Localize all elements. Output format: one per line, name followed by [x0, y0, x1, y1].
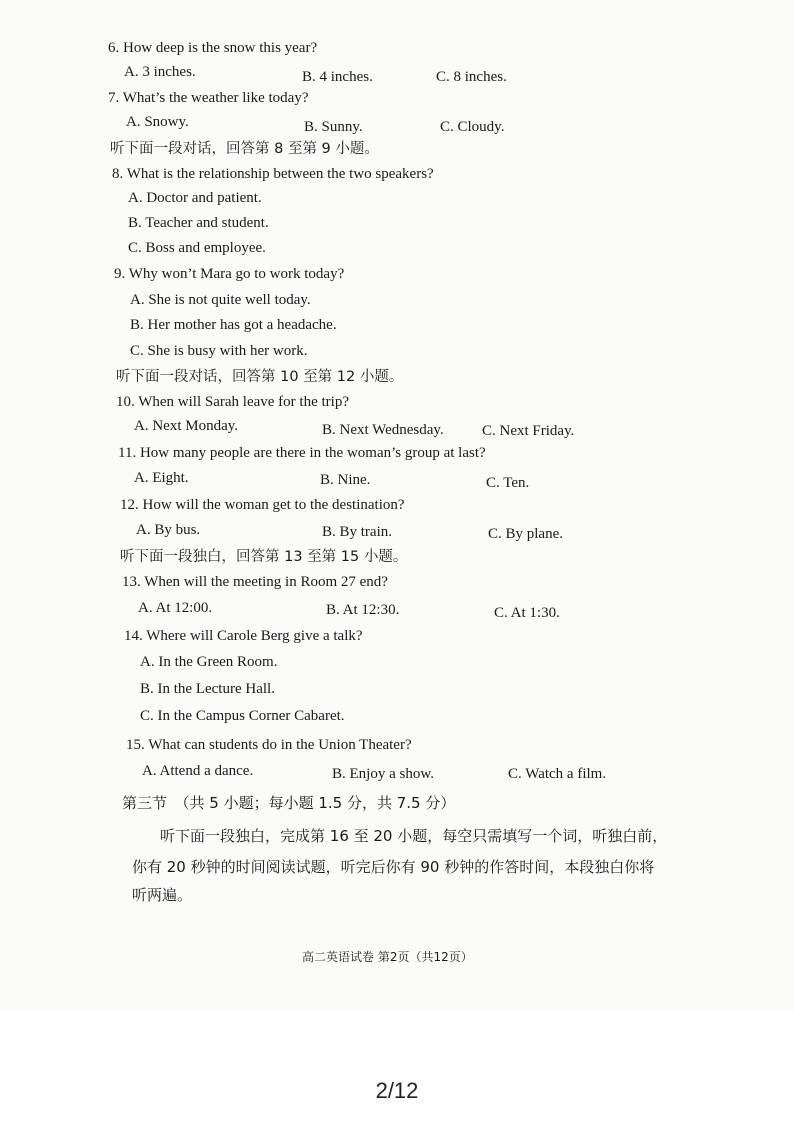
- question-10-option-c: C. Next Friday.: [482, 423, 575, 439]
- question-15-stem: 15. What can students do in the Union Theater?: [126, 737, 412, 753]
- section-3-text-line-3: 听两遍。: [132, 886, 193, 904]
- question-8-stem: 8. What is the relationship between the two speakers?: [112, 166, 434, 182]
- question-7-option-a: A. Snowy.: [126, 114, 189, 130]
- question-15-option-b: B. Enjoy a show.: [332, 766, 434, 782]
- question-12-option-c: C. By plane.: [488, 526, 563, 542]
- question-13-option-a: A. At 12:00.: [138, 600, 213, 616]
- question-14-option-a: A. In the Green Room.: [140, 654, 278, 670]
- page-footer: 高二英语试卷 第2页（共12页）: [302, 950, 473, 964]
- question-12-option-b: B. By train.: [322, 524, 392, 540]
- question-10-stem: 10. When will Sarah leave for the trip?: [116, 394, 349, 410]
- question-14-stem: 14. Where will Carole Berg give a talk?: [124, 628, 363, 644]
- question-9-option-c: C. She is busy with her work.: [130, 343, 308, 359]
- question-11-option-b: B. Nine.: [320, 472, 371, 488]
- question-13-option-b: B. At 12:30.: [326, 602, 400, 618]
- question-11-stem: 11. How many people are there in the woman’s group at last?: [118, 445, 486, 461]
- question-15-option-c: C. Watch a film.: [508, 766, 607, 782]
- question-12-option-a: A. By bus.: [136, 522, 201, 538]
- question-6-stem: 6. How deep is the snow this year?: [108, 40, 318, 56]
- instruction-q13-15: 听下面一段独白，回答第 13 至第 15 小题。: [120, 549, 408, 565]
- question-12-stem: 12. How will the woman get to the destination?: [120, 497, 405, 513]
- page-indicator: 2/12: [375, 1078, 419, 1103]
- instruction-q10-12: 听下面一段对话，回答第 10 至第 12 小题。: [116, 369, 404, 385]
- section-3-text-line-2: 你有 20 秒钟的时间阅读试题，听完后你有 90 秒钟的作答时间，本段独白你将: [132, 858, 655, 876]
- section-3-text-line-1: 听下面一段独白，完成第 16 至 20 小题，每空只需填写一个词，听独白前，: [160, 827, 668, 845]
- question-8-option-c: C. Boss and employee.: [128, 240, 266, 256]
- question-9-stem: 9. Why won’t Mara go to work today?: [114, 266, 345, 282]
- question-6-option-b: B. 4 inches.: [302, 69, 373, 85]
- question-14-option-b: B. In the Lecture Hall.: [140, 681, 275, 697]
- question-10-option-b: B. Next Wednesday.: [322, 422, 444, 438]
- instruction-q8-9: 听下面一段对话，回答第 8 至第 9 小题。: [110, 141, 379, 157]
- question-10-option-a: A. Next Monday.: [134, 418, 239, 434]
- question-13-stem: 13. When will the meeting in Room 27 end?: [122, 574, 388, 590]
- question-15-option-a: A. Attend a dance.: [142, 763, 254, 779]
- question-7-option-b: B. Sunny.: [304, 119, 363, 135]
- question-8-option-a: A. Doctor and patient.: [128, 190, 262, 206]
- question-11-option-c: C. Ten.: [486, 475, 530, 491]
- question-13-option-c: C. At 1:30.: [494, 605, 560, 621]
- question-11-option-a: A. Eight.: [134, 470, 189, 486]
- section-3-heading: 第三节 （共 5 小题；每小题 1.5 分，共 7.5 分）: [122, 794, 456, 812]
- question-7-option-c: C. Cloudy.: [440, 119, 505, 135]
- question-6-option-a: A. 3 inches.: [124, 64, 196, 80]
- question-8-option-b: B. Teacher and student.: [128, 215, 269, 231]
- question-7-stem: 7. What’s the weather like today?: [108, 90, 309, 106]
- question-6-option-c: C. 8 inches.: [436, 69, 507, 85]
- question-14-option-c: C. In the Campus Corner Cabaret.: [140, 708, 345, 724]
- question-9-option-b: B. Her mother has got a headache.: [130, 317, 337, 333]
- question-9-option-a: A. She is not quite well today.: [130, 292, 311, 308]
